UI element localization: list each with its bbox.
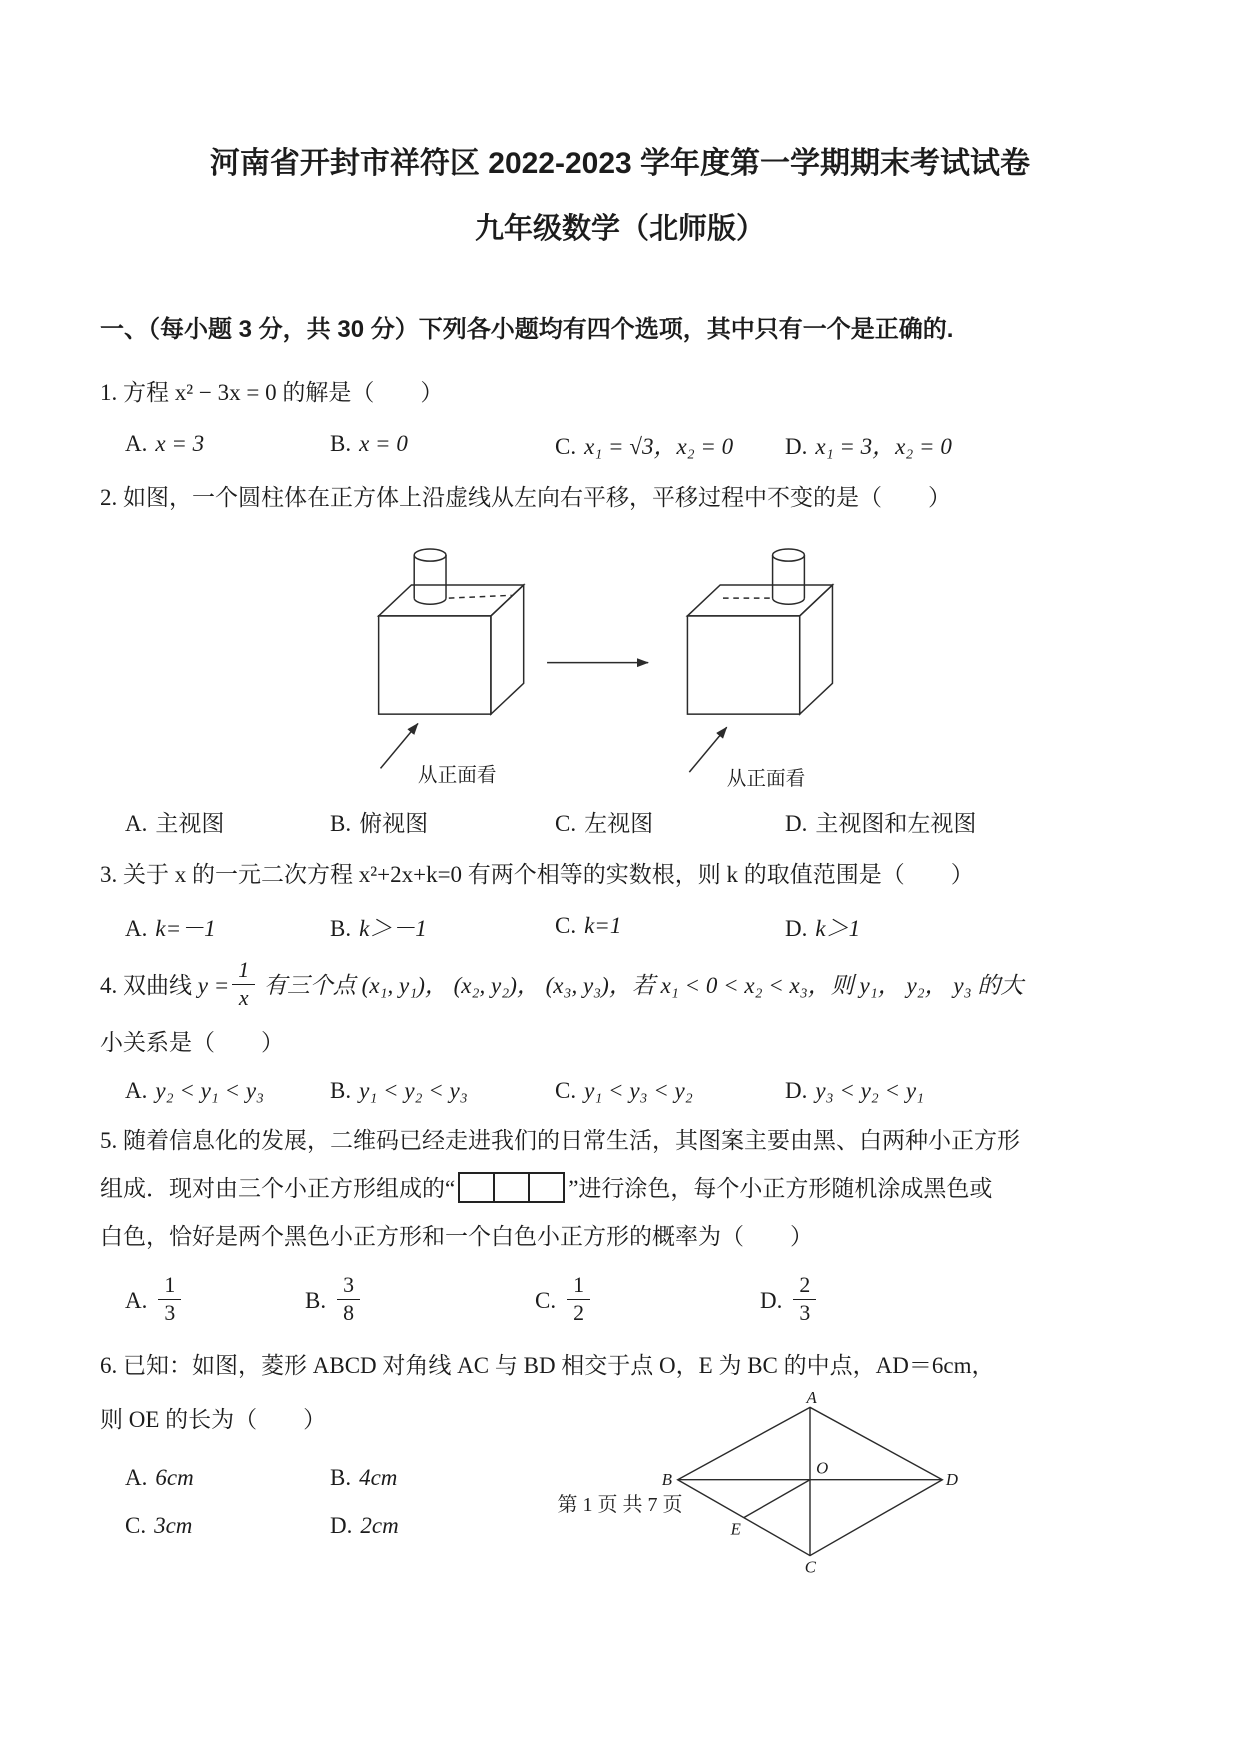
q5-line1: 5. 随着信息化的发展，二维码已经走进我们的日常生活，其图案主要由黑、白两种小正方形 <box>100 1127 1020 1153</box>
q4-stem: 4. 双曲线 y = $\frac{1}{x}$ 有三个点 (x₁, y₁)， (x₂, y₂)， (x₃, y₃)，若 x₁ < 0 < x₂ < x₃，则 y₁， y₂， y₃ 的大 <box>100 957 1024 1010</box>
square-cell <box>458 1172 495 1203</box>
q6-line2: 则 OE 的长为（ ） <box>100 1406 327 1432</box>
q6-left-column <box>100 1395 620 1539</box>
option-text: x₁ = 3，x₂ = 0 <box>815 433 952 459</box>
q5-line2: 组成．现对由三个小正方形组成的“ ”进行涂色，每个小正方形随机涂成黑色或 <box>100 1170 1140 1208</box>
q1-option-a: A. x = 3 <box>125 431 205 457</box>
option-text: x₁ = √3，x₂ = 0 <box>584 433 734 459</box>
q1-stem: 1. 方程 x² − 3x = 0 的解是（ ） <box>100 380 444 405</box>
option-text: y₃ < y₂ < y₁ <box>815 1077 925 1103</box>
right-cylinder <box>773 549 805 604</box>
option-text: x = 3 <box>155 431 205 457</box>
point-label-E: E <box>730 1519 741 1539</box>
right-cube <box>687 549 832 714</box>
q2-options <box>100 805 1140 838</box>
three-squares-figure <box>458 1172 565 1203</box>
square-cell <box>493 1172 530 1203</box>
q6-option-c: C. 3cm <box>125 1512 193 1538</box>
q5-option-b: B. $\frac{3}{8}$ <box>305 1276 535 1329</box>
option-text: y₂ < y₁ < y₃ <box>155 1077 265 1103</box>
q6-option-b: B. 4cm <box>330 1464 398 1490</box>
fraction: $\frac{3}{8}$ <box>337 1273 360 1326</box>
vertex-label-B: B <box>661 1469 672 1489</box>
option-text: y₁ < y₃ < y₂ <box>584 1077 693 1103</box>
dashed-path-left <box>449 595 512 598</box>
q5-option-c: C. $\frac{1}{2}$ <box>535 1276 760 1329</box>
page-title: 河南省开封市祥符区 2022-2023 学年度第一学期期末考试试卷 <box>209 147 1031 180</box>
front-view-label-left: 从正面看 <box>417 764 497 787</box>
point-label-O: O <box>816 1458 829 1478</box>
option-text: k=1 <box>584 913 622 939</box>
q2-option-a: A. 主视图 <box>125 810 225 836</box>
q4-option-b: B. y₁ < y₂ < y₃ <box>330 1077 468 1103</box>
option-text: k=－1 <box>155 915 216 941</box>
left-cylinder <box>414 549 446 604</box>
q2-option-c: C. 左视图 <box>555 810 654 836</box>
q6-option-a: A. 6cm <box>125 1464 194 1490</box>
q3-option-c: C. k=1 <box>555 913 622 939</box>
fraction: $\frac{1}{2}$ <box>567 1273 590 1326</box>
option-text: 2cm <box>360 1512 399 1538</box>
page-footer: 第 1 页 共 7 页 <box>557 1494 683 1516</box>
option-text: x = 0 <box>359 431 408 457</box>
front-view-label-right: 从正面看 <box>726 768 806 789</box>
q3-option-b: B. k＞－1 <box>330 915 427 941</box>
cube-translation-svg <box>350 527 950 789</box>
q3-option-d: D. k＞1 <box>785 915 861 941</box>
q4-fraction: $\frac{1}{x}$ <box>232 958 255 1011</box>
option-text: k＞－1 <box>359 915 427 941</box>
option-text: 3cm <box>154 1512 193 1538</box>
q1-option-d: D. x₁ = 3，x₂ = 0 <box>785 433 952 459</box>
q5-option-d: D. $\frac{2}{3}$ <box>760 1276 1140 1329</box>
q5-option-a: A. $\frac{1}{3}$ <box>125 1276 305 1329</box>
option-text: 俯视图 <box>359 810 429 836</box>
page-subtitle: 九年级数学（北师版） <box>474 213 765 245</box>
option-text: 6cm <box>155 1464 194 1490</box>
q6-option-d: D. 2cm <box>330 1512 399 1538</box>
rhombus-svg <box>660 1389 960 1581</box>
q4-option-d: D. y₃ < y₂ < y₁ <box>785 1077 925 1103</box>
q6-line1: 6. 已知：如图，菱形 ABCD 对角线 AC 与 BD 相交于点 O，E 为 BC 的中点，AD＝6cm， <box>100 1353 995 1378</box>
vertex-label-A: A <box>806 1388 817 1407</box>
q4-options <box>100 1078 1140 1104</box>
q5-options <box>100 1272 1140 1329</box>
q2-option-d: D. 主视图和左视图 <box>785 810 977 836</box>
q1-option-b: B. x = 0 <box>330 431 408 457</box>
vertex-label-C: C <box>804 1557 816 1577</box>
vertex-label-D: D <box>945 1469 958 1489</box>
q1-options <box>100 428 1140 461</box>
option-text: k＞1 <box>815 915 861 941</box>
q5-line3: 白色，恰好是两个黑色小正方形和一个白色小正方形的概率为（ ） <box>100 1223 813 1249</box>
front-view-arrow-right <box>689 727 726 772</box>
option-text: 4cm <box>359 1464 398 1490</box>
option-text: y₁ < y₂ < y₃ <box>359 1077 468 1103</box>
option-text: 主视图和左视图 <box>815 810 977 836</box>
square-cell <box>528 1172 565 1203</box>
front-view-arrow-left <box>381 723 418 768</box>
q4-stem-line2: 小关系是（ ） <box>100 1030 284 1056</box>
section-heading: 一、（每小题 3 分，共 30 分）下列各小题均有四个选项，其中只有一个是正确的. <box>100 316 954 343</box>
option-text: 主视图 <box>155 810 225 836</box>
option-text: 左视图 <box>584 810 654 836</box>
q2-stem: 2. 如图，一个圆柱体在正方体上沿虚线从左向右平移，平移过程中不变的是（ ） <box>100 484 951 510</box>
q3-option-a: A. k=－1 <box>125 915 216 941</box>
q4-option-c: C. y₁ < y₃ < y₂ <box>555 1077 693 1103</box>
q3-stem: 3. 关于 x 的一元二次方程 x²+2x+k=0 有两个相等的实数根，则 k 的取值范围是（ ） <box>100 861 974 887</box>
q1-option-c: C. x₁ = √3，x₂ = 0 <box>555 433 734 459</box>
q4-option-a: A. y₂ < y₁ < y₃ <box>125 1077 265 1103</box>
left-cube <box>379 549 524 714</box>
fraction: $\frac{2}{3}$ <box>793 1273 816 1326</box>
fraction: $\frac{1}{3}$ <box>158 1273 181 1326</box>
cube-translation-figure <box>350 527 950 789</box>
q2-option-b: B. 俯视图 <box>330 810 429 836</box>
q3-options <box>100 910 1140 943</box>
